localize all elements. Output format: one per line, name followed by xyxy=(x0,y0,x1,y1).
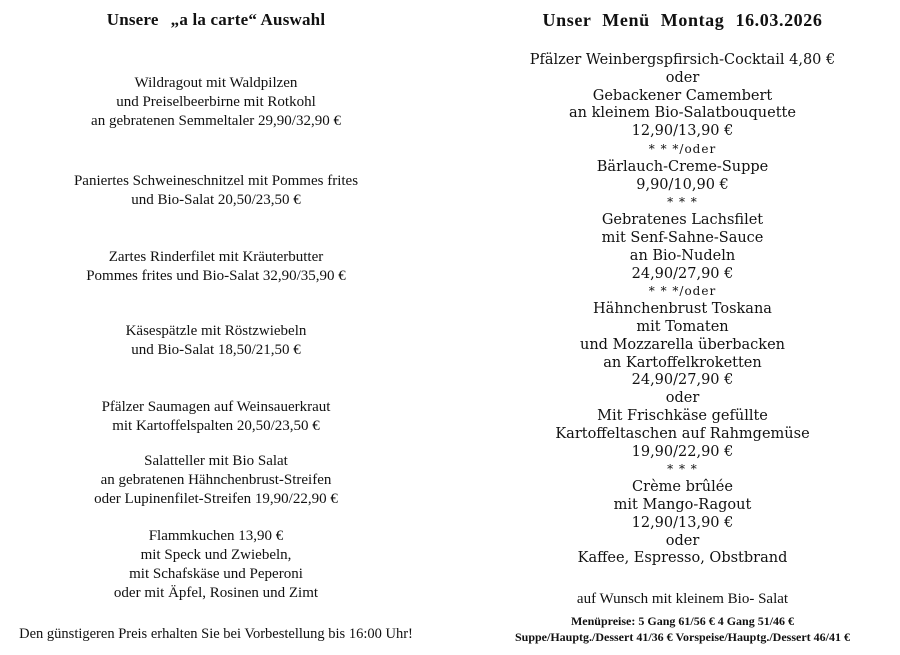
menu-line: Mit Frischkäse gefüllte xyxy=(597,407,768,424)
menu-prices-line-2: Suppe/Hauptg./Dessert 41/36 € Vorspeise/Hauptg./Dessert 46/41 € xyxy=(514,630,850,644)
dish-saumagen: Pfälzer Saumagen auf Weinsauerkraut mit Kartoffelspalten 20,50/23,50 € xyxy=(101,399,331,434)
menu-line: an Bio-Nudeln xyxy=(629,247,736,264)
menu-line: Hähnchenbrust Toskana xyxy=(593,301,772,318)
dish-rinderfilet: Zartes Rinderfilet mit Kräuterbutter Pommes frites und Bio-Salat 32,90/35,90 € xyxy=(86,249,346,284)
a-la-carte-heading-auswahl: „a la carte“ Auswahl xyxy=(170,10,326,29)
menu-line: oder xyxy=(665,69,700,86)
menu-line: oder xyxy=(665,532,700,549)
menu-line: 12,90/13,90 € xyxy=(631,514,734,531)
a-la-carte-heading xyxy=(0,10,432,30)
menu-line: 9,90/10,90 € xyxy=(636,176,729,193)
preorder-note: Den günstigeren Preis erhalten Sie bei Vorbestellung bis 16:00 Uhr! xyxy=(19,626,413,642)
dish-salatteller: Salatteller mit Bio Salat an gebratenen Hähnchenbrust-Streifen oder Lupinenfilet-Streifen 19,90/22,90 € xyxy=(94,453,338,507)
menu-line: und Mozzarella überbacken xyxy=(580,336,785,353)
menu-line: 24,90/27,90 € xyxy=(631,372,734,389)
dish-wildragout: Wildragout mit Waldpilzen und Preiselbeerbirne mit Rotkohl an gebratenen Semmeltaler 29,90/32,90 € xyxy=(91,75,341,129)
menu-separator: * * */oder xyxy=(648,284,717,299)
menu-line: Gebackener Camembert xyxy=(592,87,773,104)
menu-separator: * * * xyxy=(667,462,698,477)
menu-line: 19,90/22,90 € xyxy=(631,443,734,460)
menu-line: mit Tomaten xyxy=(636,318,729,335)
daily-menu-heading: Unser Menü Montag 16.03.2026 xyxy=(542,10,823,30)
menu-prices-line-1: Menüpreise: 5 Gang 61/56 € 4 Gang 51/46 € xyxy=(570,614,795,628)
menu-line: oder xyxy=(665,390,700,407)
menu-separator: * * * xyxy=(667,195,698,210)
menu-line: an kleinem Bio-Salatbouquette xyxy=(569,105,796,122)
menu-line: mit Mango-Ragout xyxy=(613,496,752,513)
menu-line: 24,90/27,90 € xyxy=(631,265,734,282)
menu-line: Kartoffeltaschen auf Rahmgemüse xyxy=(555,425,810,442)
dish-schweineschnitzel: Paniertes Schweineschnitzel mit Pommes frites und Bio-Salat 20,50/23,50 € xyxy=(73,173,359,208)
menu-line: mit Senf-Sahne-Sauce xyxy=(601,229,764,246)
menu-line: Kaffee, Espresso, Obstbrand xyxy=(577,550,788,567)
menu-line: Bärlauch-Creme-Suppe xyxy=(596,158,769,175)
salad-option-note: auf Wunsch mit kleinem Bio- Salat xyxy=(576,591,789,607)
menu-line: Pfälzer Weinbergspfirsich-Cocktail 4,80 € xyxy=(529,52,836,68)
dish-kaesespaetzle: Käsespätzle mit Röstzwiebeln und Bio-Salat 18,50/21,50 € xyxy=(125,323,307,358)
a-la-carte-heading-unsere: Unsere xyxy=(106,10,159,29)
menu-line: Gebratenes Lachsfilet xyxy=(601,212,764,229)
menu-line: an Kartoffelkroketten xyxy=(603,354,762,371)
menu-line: 12,90/13,90 € xyxy=(631,123,734,140)
menu-line: Crème brûlée xyxy=(632,479,733,496)
menu-separator: * * */oder xyxy=(648,141,717,156)
daily-menu-courses xyxy=(465,52,900,568)
dish-flammkuchen: Flammkuchen 13,90 € mit Speck und Zwiebeln, mit Schafskäse und Peperoni oder mit Äpfel, Rosinen und Zimt xyxy=(113,528,319,601)
